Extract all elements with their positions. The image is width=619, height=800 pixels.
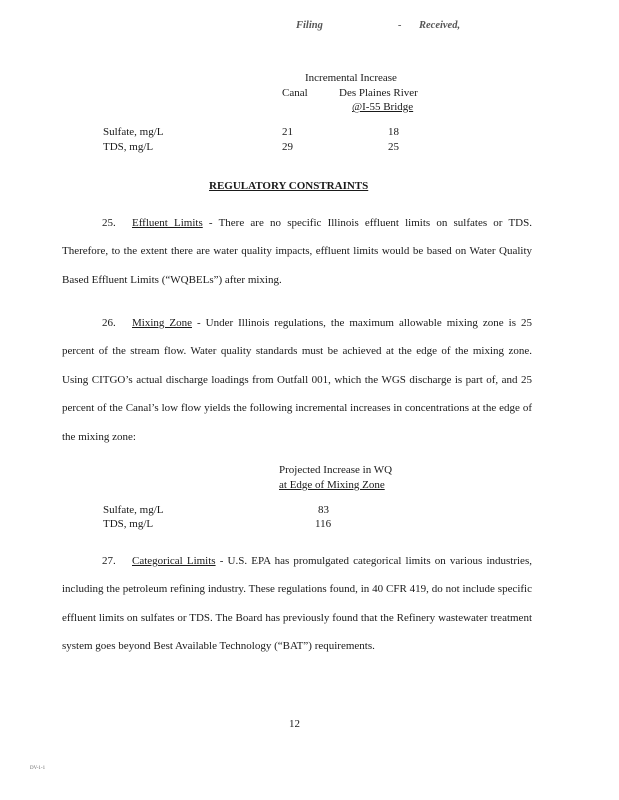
header-received: Received, [419, 20, 461, 31]
paragraph-title: Categorical Limits [132, 555, 216, 567]
table1-row-label: Sulfate, mg/L [103, 126, 164, 138]
table1-cell: 29 [282, 141, 293, 153]
table2-header: Projected Increase in WQ [279, 464, 393, 476]
table2-row-label: Sulfate, mg/L [103, 504, 164, 516]
paragraph-27 [62, 547, 532, 661]
paragraph-title: Effluent Limits [132, 217, 203, 229]
table2-cell: 116 [315, 518, 332, 530]
footer-code: DV-1-1 [30, 766, 46, 771]
paragraph-26 [62, 309, 532, 451]
table2-header-sub: at Edge of Mixing Zone [279, 479, 385, 491]
paragraph-number: 26. [102, 317, 116, 329]
paragraph-body: - U.S. EPA has promulgated categorical limits on various industries, including the petroleum refining industry. These regulations found, in 40 CFR 419, do not include specific effluent limits on sulfates or TDS. The Board has previously found that the Refinery wastewater treatment system goes beyond Best Available Technology (“BAT”) requirements. [62, 555, 532, 653]
header-filing: Filing [296, 20, 323, 31]
paragraph-title: Mixing Zone [132, 317, 192, 329]
paragraph-body: - Under Illinois regulations, the maximum allowable mixing zone is 25 percent of the stream flow. Water quality standards must be achieved at the edge of the mixing zone. Using CITGO’s actual discharge loadings from Outfall 001, which the WGS discharge is part of, and 25 percent of the Canal’s low flow yields the following incremental increases in concentrations at the edge of the mixing zone: [62, 317, 532, 443]
paragraph-number: 25. [102, 217, 116, 229]
paragraph-25 [62, 209, 532, 294]
section-heading: REGULATORY CONSTRAINTS [209, 180, 369, 192]
header-dash: - [398, 20, 402, 31]
table1-cell: 25 [388, 141, 399, 153]
table2-cell: 83 [318, 504, 329, 516]
table1-group-header: Incremental Increase [305, 72, 397, 84]
table1-col-river: Des Plaines River [339, 87, 418, 99]
paragraph-number: 27. [102, 555, 116, 567]
table2-row-label: TDS, mg/L [103, 518, 154, 530]
table1-cell: 18 [388, 126, 399, 138]
table1-col-canal: Canal [282, 87, 308, 99]
table1-col-river-sub: @I-55 Bridge [352, 101, 414, 113]
table1-row-label: TDS, mg/L [103, 141, 154, 153]
table1-cell: 21 [282, 126, 293, 138]
paragraph-body: - There are no specific Illinois effluent limits on sulfates or TDS. Therefore, to the extent there are water quality impacts, effluent limits would be based on Water Quality Based Effluent Limits (“WQBELs”) after mixing. [62, 217, 532, 286]
page-number: 12 [289, 718, 300, 730]
